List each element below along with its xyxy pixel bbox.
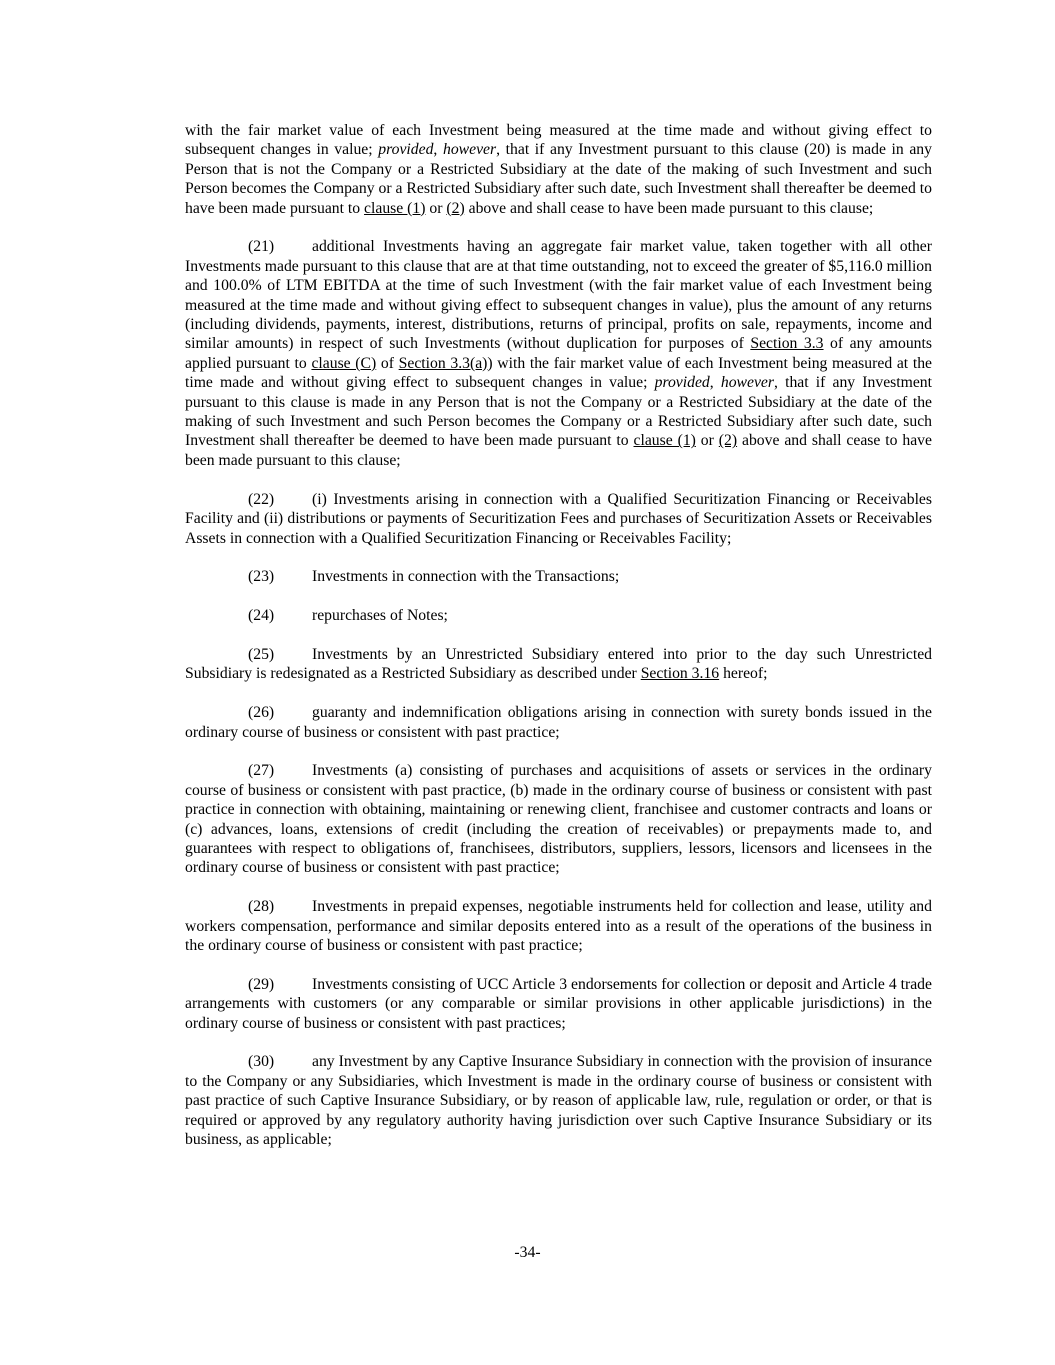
paragraph-number: (28) (248, 898, 275, 916)
paragraph (185, 237, 932, 470)
paragraph (185, 606, 932, 625)
paragraph (185, 567, 932, 586)
cross-reference: clause (1) (364, 199, 426, 217)
paragraph (185, 761, 932, 877)
page-number: -34- (514, 1244, 541, 1261)
paragraph-number: (26) (248, 704, 275, 722)
text-segment: above and shall cease to have been made pursuant to this clause; (185, 432, 932, 469)
text-segment: or (695, 432, 719, 450)
text-segment: , (709, 374, 721, 392)
text-segment: (i) Investments arising in connection with a Qualified Securitization Financing or Receivables Facility and (ii) distributions or payments of Securitization Fees and purchases of Securitization Assets or Receivables Assets in connection with a Qualified Securitization Financing or Receivables Facility; (185, 490, 932, 547)
text-segment: or (425, 199, 447, 217)
paragraph (185, 121, 932, 218)
text-segment: additional Investments having an aggregate fair market value, taken together with all other Investments made pursuant to this clause that are at that time outstanding, not to exceed the greater of $5,116.0 million and 100.0% of LTM EBITDA at the time of such Investment (with the fair market value of each Investment being measured at the time made and without giving effect to subsequent changes in value), plus the amount of any returns (including dividends, payments, interest, distributions, returns of principal, profits on sale, repayments, income and similar amounts) in respect of such Investments (without duplication for purposes of (185, 238, 932, 353)
paragraph (185, 975, 932, 1033)
cross-reference: Section 3.16 (640, 665, 720, 683)
document-body (185, 121, 932, 1169)
cross-reference: (2) (718, 432, 738, 450)
text-segment: provided (654, 374, 710, 392)
text-segment: of (376, 354, 399, 372)
paragraph (185, 645, 932, 684)
paragraph (185, 1052, 932, 1149)
paragraph-number: (29) (248, 975, 275, 993)
text-segment: guaranty and indemnification obligations arising in connection with surety bonds issued in the ordinary course of business or consistent with past practice; (185, 704, 932, 741)
text-segment: , that if any Investment pursuant to this clause (20) is made in any Person that is not the Company or a Restricted Subsidiary at the date of the making of such Investment and such Person becomes the Company or a Restricted Subsidiary after such date, such Investment shall thereafter be deemed to have been made pursuant to (185, 141, 932, 217)
text-segment: however (720, 374, 775, 392)
text-segment: above and shall cease to have been made pursuant to this clause; (464, 199, 874, 217)
text-segment: of any amounts applied pursuant to (185, 335, 932, 372)
paragraph-number: (21) (248, 238, 275, 256)
paragraph-number: (30) (248, 1053, 275, 1071)
text-segment: Investments by an Unrestricted Subsidiary entered into prior to the day such Unrestricted Subsidiary is redesignated as a Restricted Subsidiary as described under (185, 645, 932, 683)
paragraph-number: (22) (248, 490, 275, 508)
paragraph-number: (24) (248, 607, 275, 625)
text-segment: any Investment by any Captive Insurance Subsidiary in connection with the provision of insurance to the Company or any Subsidiaries, which Investment is made in the ordinary course of business or consistent with past practice of such Captive Insurance Subsidiary, or by reason of applicable law, rule, regulation or order, or that is required or approved by any regulatory authority having jurisdiction over such Captive Insurance Subsidiary or its business, as applicable; (185, 1053, 932, 1148)
text-segment: provided (378, 141, 434, 159)
text-segment: hereof; (719, 665, 768, 683)
cross-reference: (2) (446, 199, 465, 217)
cross-reference: clause (1) (633, 432, 696, 450)
text-segment: Investments in prepaid expenses, negotiable instruments held for collection and lease, utility and workers compensation, performance and similar deposits entered into as a result of the operations of the business in the ordinary course of business or consistent with past practice; (185, 898, 932, 954)
paragraph (185, 897, 932, 955)
text-segment: Investments (a) consisting of purchases and acquisitions of assets or services in the ordinary course of business or consistent with past practice, (b) made in the ordinary course of business or consistent with past practice in connection with obtaining, maintaining or renewing client, franchisee and customer contracts and loans or (c) advances, loans, extensions of credit (including the creation of receivables) or prepayments made to, and guarantees with respect to obligations of, franchisees, distributors, suppliers, lessors, licensors and licensees in the ordinary course of business or consistent with past practice; (185, 762, 932, 877)
paragraph (185, 490, 932, 548)
paragraph-number: (23) (248, 568, 275, 586)
paragraph (185, 703, 932, 742)
cross-reference: Section 3.3 (750, 335, 824, 353)
text-segment: with the fair market value of each Investment being measured at the time made and without giving effect to subsequent changes in value; (185, 122, 932, 159)
text-segment: ) with the fair market value of each Investment being measured at the time made and without giving effect to subsequent changes in value; (185, 354, 932, 392)
text-segment: , that if any Investment pursuant to this clause is made in any Person that is not the Company or a Restricted Subsidiary at the date of the making of such Investment and such Person becomes the Company or a Restricted Subsidiary after such date, such Investment shall thereafter be deemed to have been made pursuant to (185, 374, 933, 450)
text-segment: however (442, 141, 497, 159)
text-segment: , (433, 141, 443, 159)
text-segment: repurchases of Notes; (312, 607, 448, 625)
text-segment: Investments consisting of UCC Article 3 endorsements for collection or deposit and Article 4 trade arrangements with customers (or any comparable or similar provisions in other applicable jurisdictions) in the ordinary course of business or consistent with past practices; (185, 975, 932, 1032)
cross-reference: Section 3.3(a) (398, 354, 488, 372)
paragraph-number: (27) (248, 762, 275, 780)
cross-reference: clause (C) (311, 354, 377, 372)
text-segment: Investments in connection with the Transactions; (312, 568, 620, 586)
paragraph-number: (25) (248, 645, 275, 663)
